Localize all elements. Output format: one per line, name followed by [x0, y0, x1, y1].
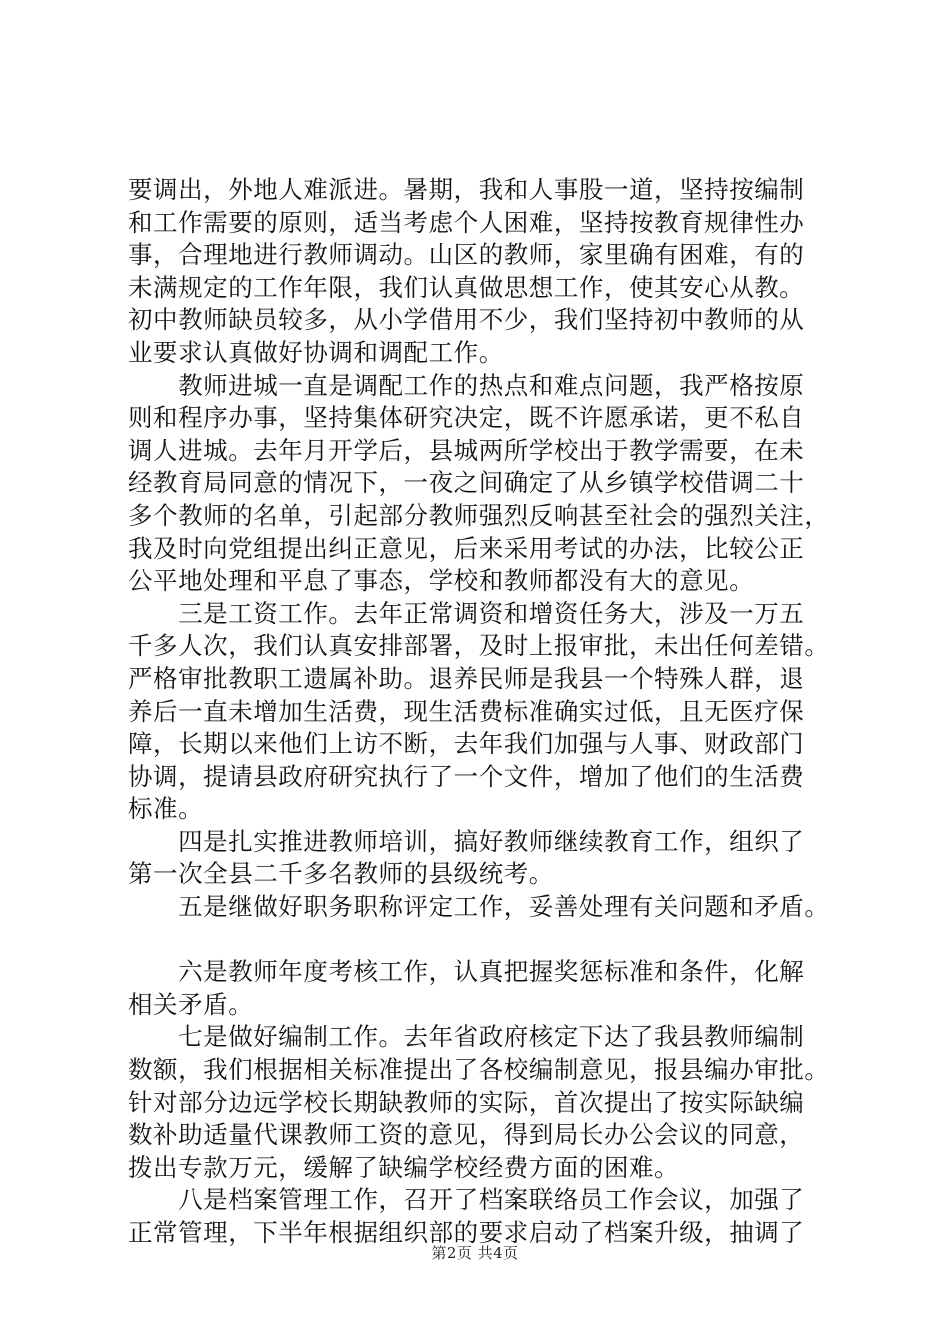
text-line: 标准。 [128, 794, 204, 824]
text-line: 养后一直未增加生活费，现生活费标准确实过低，且无医疗保 [128, 696, 805, 726]
text-line: 初中教师缺员较多，从小学借用不少，我们坚持初中教师的从 [128, 305, 805, 335]
text-line: 七是做好编制工作。去年省政府核定下达了我县教师编制 [128, 1022, 805, 1052]
text-line: 公平地处理和平息了事态，学校和教师都没有大的意见。 [128, 566, 755, 596]
text-line: 经教育局同意的情况下，一夜之间确定了从乡镇学校借调二十 [128, 468, 805, 498]
text-line: 三是工资工作。去年正常调资和增资任务大，涉及一万五 [128, 598, 805, 628]
text-line: 四是扎实推进教师培训，搞好教师继续教育工作，组织了 [128, 826, 805, 856]
text-line: 协调，提请县政府研究执行了一个文件，增加了他们的生活费 [128, 761, 805, 791]
text-line: 正常管理，下半年根据组织部的要求启动了档案升级，抽调了 [128, 1218, 805, 1247]
text-line: 八是档案管理工作，召开了档案联络员工作会议，加强了 [128, 1185, 805, 1215]
text-line: 五是继做好职务职称评定工作，妥善处理有关问题和矛盾。 [128, 892, 830, 922]
text-line: 业要求认真做好协调和调配工作。 [128, 337, 504, 367]
text-line: 数补助适量代课教师工资的意见，得到局长办公会议的同意， [128, 1120, 805, 1150]
text-line: 调人进城。去年月开学后，县城两所学校出于教学需要，在未 [128, 435, 805, 465]
text-line: 严格审批教职工遗属补助。退养民师是我县一个特殊人群，退 [128, 663, 805, 693]
body-text [128, 174, 828, 1250]
text-line: 未满规定的工作年限，我们认真做思想工作，使其安心从教。 [128, 272, 805, 302]
text-line: 第一次全县二千多名教师的县级统考。 [128, 859, 554, 889]
text-line: 障，长期以来他们上访不断，去年我们加强与人事、财政部门 [128, 729, 805, 759]
text-line: 我及时向党组提出纠正意见，后来采用考试的办法，比较公正 [128, 533, 805, 563]
text-line: 和工作需要的原则，适当考虑个人困难，坚持按教育规律性办 [128, 207, 805, 237]
text-line: 教师进城一直是调配工作的热点和难点问题，我严格按原 [128, 370, 805, 400]
text-line: 则和程序办事，坚持集体研究决定，既不许愿承诺，更不私自 [128, 403, 805, 433]
blank-line [128, 924, 828, 957]
text-line: 相关矛盾。 [128, 989, 254, 1019]
text-line: 六是教师年度考核工作，认真把握奖惩标准和条件，化解 [128, 957, 805, 987]
text-line: 千多人次，我们认真安排部署，及时上报审批，未出任何差错。 [128, 631, 830, 661]
text-line: 多个教师的名单，引起部分教师强烈反响甚至社会的强烈关注， [128, 500, 830, 530]
text-line: 拨出专款万元，缓解了缺编学校经费方面的困难。 [128, 1152, 680, 1182]
text-line: 事，合理地进行教师调动。山区的教师，家里确有困难，有的 [128, 240, 805, 270]
text-line: 要调出，外地人难派进。暑期，我和人事股一道，坚持按编制 [128, 175, 805, 204]
text-line: 数额，我们根据相关标准提出了各校编制意见，报县编办审批。 [128, 1055, 830, 1085]
page-footer: 第2页 共4页 [431, 1244, 519, 1262]
text-line: 针对部分边远学校长期缺教师的实际，首次提出了按实际缺编 [128, 1087, 805, 1117]
